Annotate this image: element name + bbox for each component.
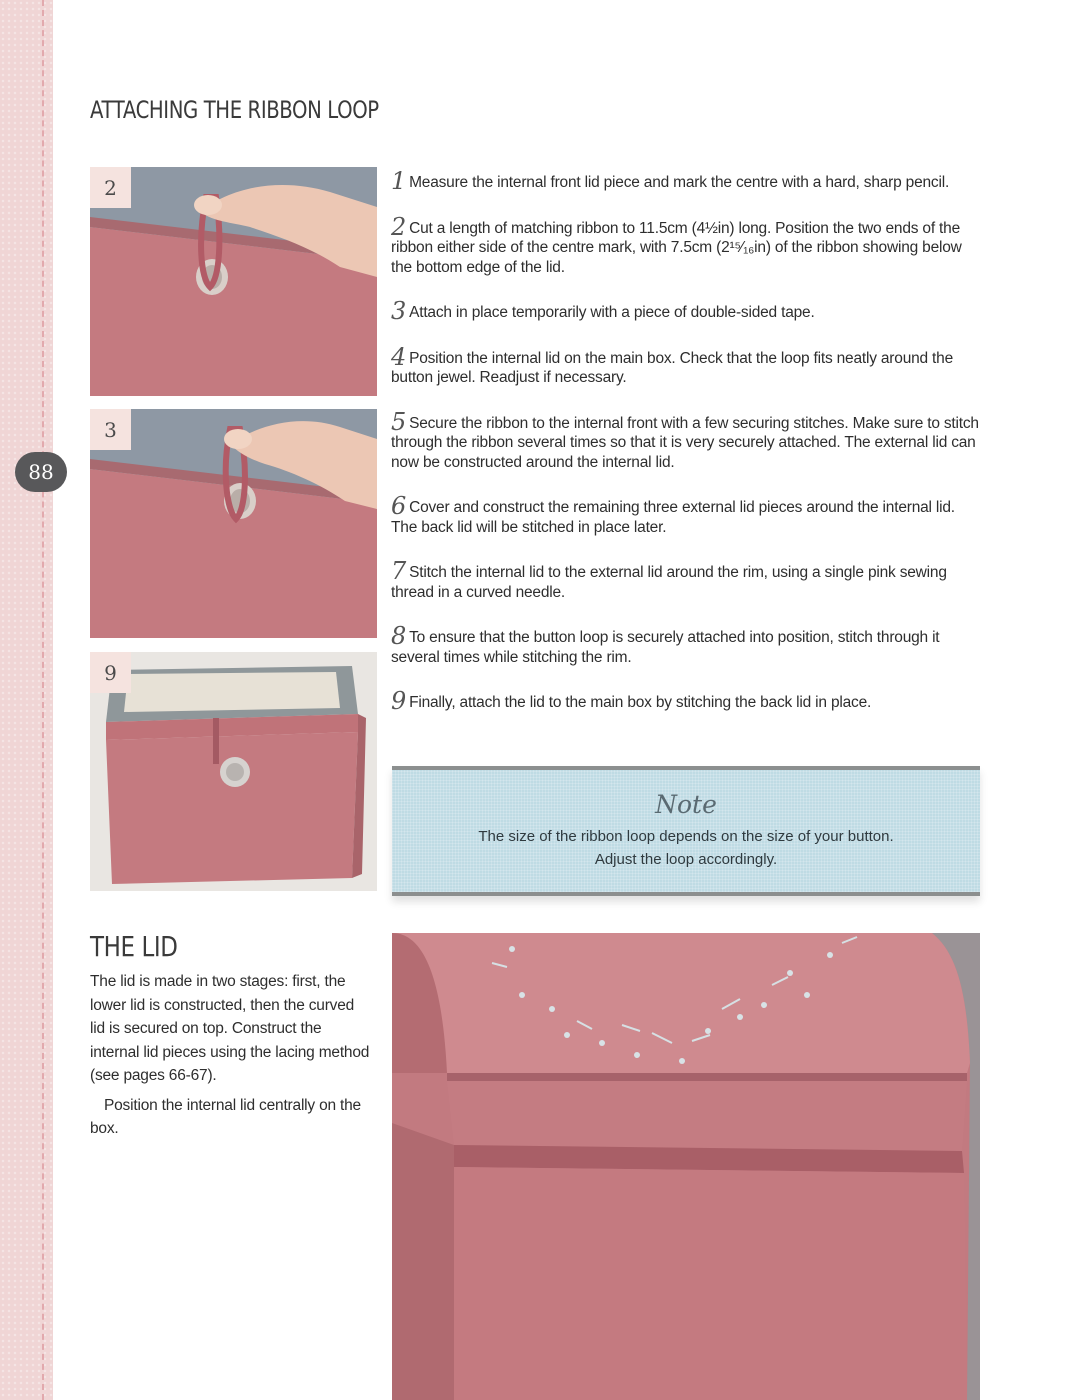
lid-paragraph-1: The lid is made in two stages: first, the lower lid is constructed, then the curved lid is secured on top. Construct the internal lid pieces using the lacing method (see pages 66-67). — [90, 973, 370, 1084]
stitch-line — [42, 0, 44, 1400]
step-3-photo — [90, 409, 377, 638]
page-number: 88 — [15, 452, 67, 492]
step-tag-3: 3 — [90, 409, 131, 450]
lid-text — [90, 970, 370, 1141]
lid-paragraph-2: Position the internal lid centrally on the box. — [90, 1096, 361, 1137]
step-9: 9 Finally, attach the lid to the main box by stitching the back lid in place. — [391, 687, 872, 715]
step-7: 7 Stitch the internal lid to the external lid around the rim, using a single pink sewing thread in a curved needle. — [391, 557, 947, 601]
step-3: 3 Attach in place temporarily with a piece of double-sided tape. — [391, 297, 815, 325]
left-decorative-strip — [0, 0, 53, 1400]
step-1: 1 Measure the internal front lid piece and mark the centre with a hard, sharp pencil. — [391, 167, 950, 195]
note-box — [392, 766, 980, 896]
note-text — [392, 825, 980, 871]
step-5: 5 Secure the ribbon to the internal front with a few securing stitches. Make sure to stitch through the ribbon several times so that it is very securely attached. The external lid can now be constructed around the internal lid. — [391, 407, 979, 471]
ribbon-loop-heading: ATTACHING THE RIBBON LOOP — [90, 96, 379, 124]
step-2: 2 Cut a length of matching ribbon to 11.5cm (4½in) long. Position the two ends of the ribbon either side of the centre mark, with 7.5cm (2¹⁵⁄₁₆in) of the ribbon showing below the bottom edge of the lid. — [391, 212, 962, 276]
step-8: 8 To ensure that the button loop is securely attached into position, stitch through it several times while stitching the rim. — [391, 622, 940, 666]
note-line-1: The size of the ribbon loop depends on the size of your button. — [478, 828, 894, 845]
step-tag-2: 2 — [90, 167, 131, 208]
note-title: Note — [655, 790, 717, 819]
step-2-photo — [90, 167, 377, 396]
lid-heading: THE LID — [90, 930, 178, 963]
step-9-photo — [90, 652, 377, 891]
note-line-2: Adjust the loop accordingly. — [594, 851, 778, 868]
step-tag-9: 9 — [90, 652, 131, 693]
curved-lid-photo — [392, 933, 980, 1400]
step-4: 4 Position the internal lid on the main box. Check that the loop fits neatly around the button jewel. Readjust if necessary. — [391, 342, 954, 386]
steps-list — [391, 167, 983, 738]
step-6: 6 Cover and construct the remaining three external lid pieces around the internal lid. The back lid will be stitched in place later. — [391, 492, 955, 536]
